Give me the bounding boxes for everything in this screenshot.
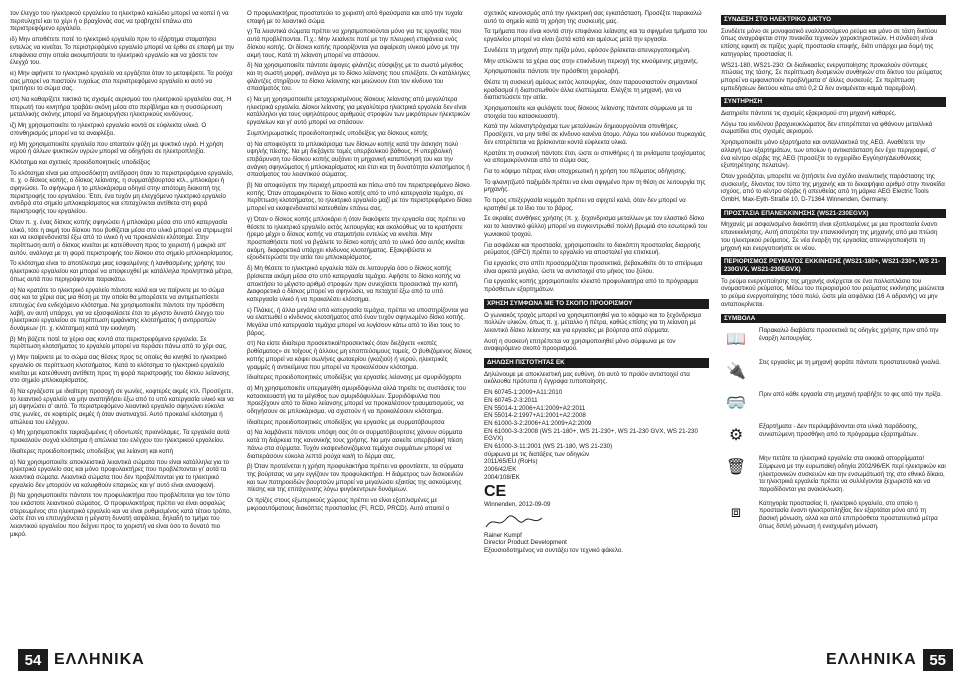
paragraph: ε) Πλάκες, ή άλλα μεγάλα υπό κατεργασία τεμάχια, πρέπει να υποστηρίζονται για να ελαττωθεί ο κίνδυνος κλοτσήματος από έναν τυχόν σφηνωμένο δίσκο κοπής. Μεγάλα υπό κατεργασία τεμάχια μπορεί να λυγίσουν κάτω από το ίδιο τους το βάρος.: [247, 306, 469, 337]
paragraph: Θέστε τη συσκευή αμέσως εκτός λειτουργίας, όταν παρουσιαστούν σημαντικοί κραδασμοί ή διαπιστωθούν άλλα ελαττώματα. Ελέγξτε τη μηχανή, για να διαπιστώσετε την αιτία.: [484, 78, 698, 102]
paragraph: Για εργασίες κοπής χρησιμοποιείτε κλειστό προφυλακτήρα από το πρόγραμμα πρόσθετων εξαρτημάτων.: [484, 278, 698, 294]
paragraph: Το προς επεξεργασία κομμάτι πρέπει να σφιχτεί καλά, όταν δεν μπορεί να κρατηθεί με το ίδιο του το βάρος.: [484, 197, 686, 212]
paragraph: Κλότσημα και σχετικές προειδοποιητικές υποδείξεις: [10, 158, 151, 166]
standard-item: σύμφωνα με τις διατάξεις των οδηγιών: [484, 450, 590, 458]
paragraph: Λόγω του κινδύνου βραχυκυκλώματος δεν επιτρέπεται να φθάνουν μεταλλικά σωματίδια στις σχισμές αερισμού.: [721, 120, 933, 136]
section-title: ΠΕΡΙΟΡΙΣΜΟΣ ΡΕΥΜΑΤΟΣ ΕΚΚΙΝΗΣΗΣ (WS21-180+, WS21-230+, WS 21-230GVX, WS21-230EGVX): [721, 257, 946, 274]
paragraph: Για εργασίες στο σπίτι προσαρμόζεται προσεκτικά, βεβαιωθείτε ότι το σπείρωμα είναι αρκετά μεγάλο, ώστε να αντιστοιχεί στο μήκος του ξύλου.: [484, 259, 703, 275]
signer-title: Director Product Development: [484, 539, 567, 547]
manual-icon: 📖: [726, 331, 746, 349]
paragraph: ιδ) Μην αποθέτετε ποτέ το ηλεκτρικό εργαλείο πριν το εξάρτημα σταματήσει εντελώς να κινείται. Το περιστρεφόμενο εργαλείο μπορεί να έρθει σε επαφή με την επιφάνεια στην οποία ακουμπήσατε το ηλεκτρικό εργαλείο και να χάσετε τον έλεγχό του.: [10, 36, 234, 67]
paragraph: ε) Μη χρησιμοποιείτε ταιριαζωμένες ή οδοντωτές πριονόλαμες. Τα εργαλεία αυτά προκαλούν συχνά κλότσημα ή απώλεια του ελέγχου του ηλεκτρικού εργαλείου.: [10, 429, 230, 445]
paragraph: α) Να κρατάτε το ηλεκτρικό εργαλείο πάντοτε καλά και να παίρνετε με το σώμα σας και τα χέρια σας μια θέση με την οποία θα μπορέσετε να αντιμετωπίσετε επιτυχώς ένα ενδεχόμενο κλότσημα. Να χρησιμοποιείτε πάντοτε την πρόσθετη λαβή, αν αυτή υπάρχει, για να εξασφαλίσετε έτσι το μέγιστο δυνατό έλεγχο του ηλεκτρικού εργαλείου σε περίπτωση εμφάνισης κλοτσήματος ή αντιρροπών δυνάμεων (π. χ. κλότσημα) κατά την εκκίνηση.: [10, 286, 225, 333]
symbol-text: Μην πετάτε τα ηλεκτρικά εργαλεία στα οικιακά απορρίμματα! Σύμφωνα με την ευρωπαϊκή οδηγία 2002/96/ΕΚ περί ηλεκτρικών και ηλεκτρονικών συσκευών και την ενσωμάτωσή της στο εθνικό δίκαιο, τα ηλεκτρικά εργαλεία πρέπει να συλλέγονται ξεχωριστά και να παραδίδονται για ανακύκλωση.: [759, 455, 946, 494]
paragraph: τον έλεγχο του ηλεκτρικού εργαλείου το ηλεκτρικό καλώδιο μπορεί να κοπεί ή να περιτυλιχτεί και το χέρι ή ο βραχίονάς σας να τραβηχτεί επάνω στο περιστρεφόμενο εργαλείο.: [10, 10, 229, 33]
page-number-left: 54: [18, 649, 48, 671]
paragraph: δ) Να εργάζεστε με ιδιαίτερη προσοχή σε γωνίες, κοφτερές ακμές κτλ. Προσέχετε, το λειαντικό εργαλείο να μην αναπηδήσει έξω από το υπό κατεργασία υλικό και να μη σφηνώσει σ' αυτό. Το περιστρεφόμενο λειαντικό εργαλείο σφηνώνει εύκολα στις γωνίες, σε κοφτερές ακμές ή όταν ανατιναχτεί. Αυτό προκαλεί κλότσημα ή απώλεια του ελέγχου.: [10, 387, 234, 426]
column-3: [484, 10, 709, 642]
plug-icon: 🔌: [726, 363, 746, 381]
paragraph: β) Να αποφεύγετε την περιοχή μπροστά και πίσω από τον περιστρεφόμενο δίσκο κοπής. Όταν απομακρύνετε το δίσκο κοπής από το υπό κατεργασία τεμάχιο, σε περίπτωση κλοτσήματος, το ηλεκτρικό εργαλείο μαζί με τον περιστρεφόμενο δίσκο μπορεί να εκσφενδονιστεί κατευθείαν επάνω σας.: [247, 182, 472, 213]
paragraph: στ) Να είστε ιδιαίτερα προσεκτικοί/προσεκτικές όταν διεξάγετε «κοπές βυθίσματος» σε τοίχους ή άλλους μη εποπτεύσιμους τομείς. Ο βυθιζόμενος δίσκος κοπής μπορεί να κόψει σωλήνες φωταερίου (γκαζιού) ή νερού, ηλεκτρικές γραμμές ή αντικείμενα που μπορεί να προκαλέσουν κλότσημα.: [247, 340, 472, 371]
paragraph: Ο γωνιακός τροχός μπορεί να χρησιμοποιηθεί για το κόψιμο και το ξεχόνδρισμα πολλών υλικών, όπως π. χ. μέταλλο ή πέτρα, καθώς επίσης για τη λείανση με λειαντικό δίσκο λείανσης και για εργασίες με βούρτσα από σύρματα.: [484, 311, 702, 334]
bin-icon: 🗑: [725, 459, 747, 477]
standard-item: 2004/108/EK: [484, 473, 520, 481]
symbol-row: [721, 359, 946, 385]
signer-note: Εξουσιοδοτημένος να συντάξει τον τεχνικό φάκελο.: [484, 547, 623, 555]
paragraph: σχετικός κανονισμός από την ηλεκτρική σας εγκατάσταση. Προσέξτε παρακαλώ αυτό το σημείο κατά τη χρήση της συσκευής μας.: [484, 10, 702, 25]
paragraph: α) Να λαμβάνετε πάντοτε υπόψη σας ότι οι συρματόβουρτσες χάνουν σύρματα κατά τη διάρκεια της κανονικής τους χρήσης. Να μην ασκείτε υπερβολική πίεση πάνω στα σύρματα. Τυχόν εκσφενδονιζόμενα τεμάχια συρμάτων μπορεί να διαπεράσουν εύκολα λεπτά ρούχα και/ή το δέρμα σας.: [247, 429, 463, 460]
paragraph: ιζ) Μη χρησιμοποιείτε το ηλεκτρικό εργαλείο κοντά σε εύφλεκτα υλικά. Ο σπινθηρισμός μπορεί να τα αναφλέξει.: [10, 122, 207, 137]
paragraph: Συμπληρωματικές προειδοποιητικές υποδείξεις για δίσκους κοπής: [247, 129, 428, 137]
paragraph: Σε ακραίες συνθήκες χρήσης (π. χ. ξεχονδρισμα μεταλλων με τον ελαστικό δίσκο και το λειαντικό φύλλο) μπορεί να συγκεντρωθεί πολλή βρωμιά στο εσωτερικό του γωνιακού τροχού.: [484, 215, 708, 238]
signature: [484, 515, 544, 529]
symbols-title: ΣΥΜΒΟΛΑ: [721, 314, 946, 324]
paragraph: ιε) Μην αφήνετε το ηλεκτρικό εργαλείο να εργάζεται όταν το μεταφέρετε. Τα ρούχα σας μπορεί να πιαστούν τυχαίως στο περιστρεφόμενο εργαλείο κι αυτό να τρυπήσει το σώμα σας.: [10, 69, 233, 93]
symbol-text: Εξαρτήματα - Δεν περιλαμβάνονται στα υλικά παράδοσης, συνιστώμενη προσθήκη από το πρόγραμμα εξαρτημάτων.: [759, 423, 919, 438]
paragraph: Αυτή η συσκευή επιτρέπεται να χρησιμοποιηθεί μόνο σύμφωνα με τον αναφερόμενο σκοπό προορισμού.: [484, 337, 676, 353]
symbol-text: Στις εργασίες με τη μηχανή φοράτε πάντοτε προστατευτικά γυαλιά.: [759, 359, 941, 367]
paragraph: Ιδιαίτερες προειδοποιητικές υποδείξεις για εργασίες λείανσης με σμυριδόχαρτο: [247, 374, 462, 382]
paragraph: δ) Μη θέσετε το ηλεκτρικό εργαλείο πάλι σε λειτουργία όσο ο δίσκος κοπής βρίσκεται ακόμη μέσα στο υπό κατεργασία τεμάχιο. Αφήστε το δίσκο κοπής να αποκτήσει το μέγιστο αριθμό στροφών πριν συνεχίσετε προσεκτικά την κοπή. Διαφορετικά ο δίσκος μπορεί να σφηνώσει, να πεταχτεί έξω από το υπό κατεργασία υλικό ή να προκαλέσει κλότσημα.: [247, 265, 461, 303]
paragraph: Τα τμήματα που είναι κοντά στην επιφάνεια λείανσης και τα σφιγμένα τμήματα του εργαλείου μπορεί να είναι ζεστά κατά και αμέσως μετά την εργασία.: [484, 28, 708, 44]
symbol-row: [721, 423, 946, 449]
column-4: [721, 10, 946, 642]
paragraph: Ο προφυλακτήρας προστατεύει το χειριστή από θραύσματα και από την τυχαία επαφή με το λειαντικό σώμα.: [247, 10, 463, 25]
paragraph: Μην απλώνετε τα χέρια σας στην επικίνδυνη περιοχή της κινούμενης μηχανής.: [484, 57, 699, 65]
paragraph: Το ρεύμα ενεργοποίησης της μηχανής ανέρχεται σε ένα πολλαπλάσιο του ονομαστικού ρεύματος. Μέσω του περιορισμού του ρεύματος εκκίνησης μειώνεται το ρεύμα ενεργοποίησης τόσο πολύ, ώστε μία ασφάλεια (16 A αδρανής) να μην ανταποκρίνεται.: [721, 277, 945, 308]
paragraph: Κατά την λείανση/τρόχισμα των μεταλλικών δημιουργούνται σπινθήρες. Προσέχετε, να μην τεθεί σε κίνδυνο κανένα άτομο. Λόγω του κινδύνου πυρκαγιάς δεν επιτρέπεται να βρίσκονται κοντά εύφλεκτα υλικά.: [484, 123, 706, 146]
paragraph: ιστ) Να καθαρίζετε τακτικά τις σχισμές αερισμού του ηλεκτρικού εργαλείου σας. Η πτερωτή του κινητήρα τραβάει σκόνη μέσα στο περίβλημα και η συσσώρευση μεταλλικής σκόνης μπορεί να δημιουργήσει ηλεκτρικούς κινδύνους.: [10, 96, 232, 119]
goggles-icon: 🥽: [726, 395, 746, 413]
paragraph: WS21-180, WS21-230: Οι διαδικασίες ενεργοποίησης προκαλούν σύντομες πτώσεις της τάσης. Σε περίπτωση δυσμενών συνθηκών στο δίκτυο του ρεύματος μπορεί να εμφανιστούν προβλήματα σ' άλλες συσκευές. Σε περίπτωση εμπεδήσεων δικτύου κάτω από 0,2 Ω δεν αναμένεται καμιά παρεμβολή.: [721, 61, 943, 92]
paragraph: γ) Μην παίρνετε με το σώμα σας θέσεις προς τις οποίες θα κινηθεί το ηλεκτρικό εργαλείο σε περίπτωση κλοτσήματος. Κατά το κλότσημα το ηλεκτρικό εργαλείο κινείται με κατεύθυνση αντίθετη προς τη φορά περιστροφής του δίσκου λείανσης στο σημείο μπλοκαρίσματος.: [10, 354, 230, 385]
paragraph: Οι πρίζες στους εξωτερικούς χώρους πρέπει να είναι εξοπλισμένες με μικροαυτόματους διακόπτες προστασίας (FI, RCD, PRCD). Αυτό απαιτεί ο: [247, 497, 450, 512]
standard-item: EN 61000-3-3:2008 (WS 21-180+, WS 21-230+, WS 21-230 GVX, WS 21-230 EGVX): [484, 427, 698, 443]
paragraph: Ιδιαίτερες προειδοποιητικές υποδείξεις για εργασίες με συρματόβουρτσα: [247, 418, 445, 426]
standard-item: 2006/42/EK: [484, 466, 517, 474]
paragraph: Διατηρείτε πάντοτε τις σχισμές εξαερισμού στη μηχανή καθαρές.: [721, 110, 897, 118]
page-number-right: 55: [923, 649, 953, 671]
standard-item: EN 55014-1:2006+A1:2009+A2:2011: [484, 404, 586, 412]
standard-item: EN 60745-1:2009+A11:2010: [484, 389, 563, 397]
paragraph: α) Μη χρησιμοποιείτε υπερμεγέθη σμυριδόφυλλα αλλά τηρείτε τις συστάσεις του κατασκευαστή για το μέγεθος των σμυριδόφυλλων. Σμυριδόφυλλα που προεξέχουν από το δίσκο λείανσης μπορεί να προκαλέσουν τραυματισμούς, να οδηγήσουν σε μπλοκάρισμα, να σχιστούν ή να προκαλέσουν κλότσημα.: [247, 384, 466, 416]
class2-icon: ⧈: [730, 503, 742, 521]
symbol-row: [721, 391, 946, 417]
standard-item: 2011/65/EU (RoHs): [484, 458, 538, 466]
conformity-text: Δηλώνουμε με αποκλειστική μας ευθύνη, ότι αυτό το προϊόν αντιστοιχεί στα ακόλουθα πρότυπα ή έγγραφα τυποποίησης.: [484, 370, 690, 386]
paragraph: Όταν χρειάζεται, μπορείτε να ζητήσετε ένα σχέδιο αναλυτικής παράστασης της συσκευής, δίνοντας τον τύπο της μηχανής και το δεκαψήφιο αριθμό στην πινακίδα ισχύος, από το κέντρο σέρβις ή απευθείας από τη μάρκα AEG Electric Tools GmbH, Max-Eyth-Straße 10, D-71364 Winnenden, Germany.: [721, 172, 945, 204]
paragraph: ιη) Μη χρησιμοποιείτε εργαλεία που απαιτούν ψύξη με ψυκτικό υγρό. Η χρήση νερού ή άλλων ψυκτικών υγρών μπορεί να οδηγήσει σε ηλεκτροπληξία.: [10, 140, 224, 156]
paragraph: Όταν π. χ. ένας δίσκος κοπής σφηνώσει ή μπλοκάρει μέσα στο υπό κατεργασία υλικό, τότε η ακμή του δίσκου που βυθίζεται μέσα στο υλικό μπορεί να στριμωχτεί και να εκσφενδονιστεί έξω από το υλικό ή να προκαλέσει κλότσημα. Στην περίπτωση αυτή ο δίσκος κινείται με κατεύθυνση προς το χειριστή ή μακριά απ' αυτόν, ανάλογα με τη φορά περιστροφής του δίσκου στο σημείο μπλοκαρίσματος.: [10, 218, 234, 257]
symbol-row: [721, 327, 946, 353]
place-date: Winnenden, 2012-09-09: [484, 501, 551, 509]
paragraph: β) Μη βάζετε ποτέ τα χέρια σας κοντά στα περιστρεφόμενα εργαλεία. Σε περίπτωση κλοτσήματος το εργαλείο μπορεί να περάσει πάνω από το χέρι σας.: [10, 335, 228, 351]
symbol-row: [721, 500, 946, 531]
section-title: ΠΡΟΣΤΑΣΙΑ ΕΠΑΝΕΚΚΙΝΗΣΗΣ (WS21-230EGVX): [721, 209, 946, 219]
standard-item: EN 61000-3-2:2006+A1:2009+A2:2009: [484, 419, 592, 427]
paragraph: γ) Όταν ο δίσκος κοπής μπλοκάρει ή όταν διακόψετε την εργασία σας πρέπει να θέσετε το ηλεκτρικό εργαλείο εκτός λειτουργίας και ακολούθως να το κρατήσετε ήρεμο μέχρι ο δίσκος κοπής να σταματήσει εντελώς να κινείται. Μην προσπαθήσετε ποτέ να βγάλετε το δίσκο κοπής από το υλικό όσο αυτός κινείται ακόμη, διαφορετικά υπάρχει κίνδυνος κλοτσήματος. Εξακριβώστε κι εξουδετερώστε την αιτία του μπλοκαρίσματος.: [247, 215, 466, 262]
paragraph: Μηχανές με ασφαλισμένο διακόπτη είναι εξοπλισμένες με μια προστασία έναντι επανεκκίνησης. Αυτή αποτρέπει την επανεκκίνηση της μηχανής από μια πτώση του ηλεκτρικού ρεύματος. Σε νέα έναρξη της εργασίας απενεργοποιήστε τη μηχανή και ενεργοποιήστε εκ νέου.: [721, 221, 938, 252]
paragraph: Το κλότσημα είναι το αποτέλεσμα μιας εσφαλμένης ή λανθασμένης χρήσης του ηλεκτρικού εργαλείου και μπορεί να αποφευχθεί με κατάλληλα προληπτικά μέτρα, όπως αυτά που περιγράφονται παρακάτω.: [10, 260, 233, 283]
column-1: [10, 10, 235, 642]
paragraph: Για ασφάλεια και προστασία, χρησιμοποιείτε το διακόπτη προστασίας διαρροής ρεύματος (GFCI) πρέπει το εργαλείο να αποσταλεί για επισκευή.: [484, 241, 701, 257]
paragraph: β) Να χρησιμοποιείτε πάντοτε τον προφυλακτήρα που προβλέπεται για τον τύπο του εκάστοτε λειαντικού σώματος. Ο προφυλακτήρας πρέπει να είναι ασφαλώς στερεωμένος στο ηλεκτρικό εργαλείο και να είναι ρυθμισμένος κατά τέτοιο τρόπο, ώστε έτσι να επιτυγχάνεται η μέγιστη δυνατή ασφάλεια, δηλαδή το τμήμα του λειαντικού εργαλείου που δείχνει προς το χειριστή να είναι όσο το δυνατό πιο μικρό.: [10, 492, 232, 538]
paragraph: Χρησιμοποιείτε μόνο εξαρτήματα και ανταλλακτικά της AEG. Αναθέτετε την αλλαγή των εξαρτημάτων, των οποίων η αντικατάσταση δεν έχει περιγραφεί, σ' ένα κέντρο σέρβις της AEG (προσέξτε το εγχειρίδιο Εγγύηση/Διευθύνσεις εξυπηρέτησης πελατών).: [721, 139, 937, 170]
section-title: ΣΥΝΔΕΣΗ ΣΤΟ ΗΛΕΚΤΡΙΚΟ ΔΙΚΤΥΟ: [721, 15, 946, 25]
paragraph: δ) Να χρησιμοποιείτε πάντοτε άψογες φλάντζες σύσφιξης με το σωστό μέγεθος και τη σωστή μορφή, ανάλογα με το δίσκο λείανσης που επιλέξατε. Οι κατάλληλες φλάντζες στηρίζουν το δίσκο λείανσης και μειώνουν έτσι τον κίνδυνο του σπασίματός του.: [247, 62, 470, 93]
paragraph: γ) Τα λειαντικά σώματα πρέπει να χρησιμοποιούνται μόνο για τις εργασίες που αυτά προβλέπονται. Π.χ.: Μην λειαίνετε ποτέ με την πλευρική επιφάνεια ενός δίσκου κοπής. Οι δίσκοι κοπής προορίζονται για αφαίρεση υλικού μόνο με την ακμή τους. Κατά τη λείανση μπορεί να σπάσουν.: [247, 28, 462, 59]
paragraph: α) Να αποφεύγετε το μπλοκάρισμα των δίσκων κοπής κατά την άσκηση πολύ υψηλής πίεσης. Να μη διεξάγετε τομές υπερβολικού βάθους. Η υπερβολική επιβάρυνση του δίσκου κοπής αυξάνει τη μηχανική καταπόνησή του και την ανάγκη σφηνώματος ή μπλοκαρίσματος και έτσι και τη δυνατότητα κλοτσήματος ή σπασίματος του λειαντικού σώματος.: [247, 140, 470, 179]
symbol-text: Κατηγορία προστασίας ΙΙ, ηλεκτρικό εργαλείο, στο οποίο η προστασία έναντι ηλεκτροπληξίας δεν εξαρτάται μόνο από τη βασική μόνωση, αλλά και από επιπρόσθετα προστατευτικά μέτρα όπως διπλή μόνωση ή ενισχυμένη μόνωση.: [759, 499, 938, 530]
footer-right: [820, 649, 953, 671]
paragraph: Το κλότσημα είναι μια απροσδόκητη αντίδραση όταν το περιστρεφόμενο εργαλείο, π. χ. ο δίσκος κοπής, ο δίσκος λείανσης, η συρματόβουρτσα κτλ., μπλοκάρει ή σφηνώσει. Το σφήνωμα ή το μπλοκάρισμα οδηγεί στην απότομη διακοπή της περιστροφής του εργαλείου. Έτσι, ένα τυχόν μη ελεγχόμενο ηλεκτρικό εργαλείο αντιδρά στο σημείο μπλοκαρίσματος και επιταχύνεται αντίθετα στη φορά περιστροφής του εργαλείου.: [10, 169, 234, 216]
paragraph: Ιδιαίτερες προειδοποιητικές υποδείξεις για λείανση και κοπή: [10, 447, 174, 455]
accessory-icon: ⚙: [728, 427, 744, 445]
paragraph: ε) Να μη χρησιμοποιείτε μεταχειρισμένους δίσκους λείανσης από μεγαλύτερα ηλεκτρικά εργαλεία. Δίσκοι λείανσης για μεγαλύτερα ηλεκτρικά εργαλεία δεν είναι κατάλληλοι για τους υψηλότερους αριθμούς στροφών των μικρότερων ηλεκτρικών εργαλείων και γι' αυτό μπορεί να σπάσουν.: [247, 96, 471, 127]
standard-item: EN 55014-2:1997+A1:2001+A2:2008: [484, 412, 586, 420]
paragraph: Για το κόψιμο πέτρας είναι υποχρεωτική η χρήση του πέλματος οδήγησης.: [484, 167, 687, 175]
standard-item: EN 60745-2-3:2011: [484, 396, 538, 404]
language-left: ΕΛΛΗΝΙΚΑ: [54, 651, 145, 668]
standard-item: EN 61000-3-11:2001 (WS 21-180, WS 21-230): [484, 443, 613, 451]
symbol-row: [721, 455, 946, 494]
section-title: ΣΥΝΤΗΡΗΣΗ: [721, 97, 946, 107]
use-title: ΧΡΗΣΗ ΣΥΜΦΩΝΑ ΜΕ ΤΟ ΣΚΟΠΟ ΠΡΟΟΡΙΣΜΟΥ: [484, 299, 709, 309]
footer-left: [18, 649, 151, 671]
ce-mark: CE: [484, 482, 507, 500]
paragraph: Συνδέετε μόνο σε μονοφασικό εναλλασσόμενο ρεύμα και μόνο σε τάση δικτύου όπως αναγράφεται στην πινακίδα τεχνικών χαρακτηριστικών. Η σύνδεση είναι επίσης εφικτή σε πρίζες χωρίς προστασία επαφής, διότι υπάρχει μια δομή της κατηγορίας προστασίας ΙΙ.: [721, 27, 938, 58]
paragraph: Χρησιμοποιείτε πάντοτε την πρόσθετη χειρολαβή.: [484, 68, 620, 76]
column-2: [247, 10, 472, 642]
paragraph: Το φλανητζωτό παξιμάδι πρέπει να είναι σφιγμένο πριν τη θέση σε λειτουργία της μηχανής.: [484, 178, 706, 194]
symbol-text: Παρακαλώ διαβάστε προσεκτικά τις οδηγίες χρήσης πριν από την έναρξη λειτουργίας.: [759, 327, 939, 342]
symbol-text: Πριν από κάθε εργασία στη μηχανή τραβήξτε το φις από την πρίζα.: [759, 391, 942, 399]
paragraph: α) Να χρησιμοποιείτε αποκλειστικά λειαντικά σώματα που είναι κατάλληλα για το ηλεκτρικό εργαλείο σας και μόνο προφυλακτήρες που προβλέπονται γι' αυτά τα λειαντικά σώματα. Λειαντικά σώματα που δεν προβλέπονται για το ηλεκτρικό εργαλείο δεν μπορούν να καλυφθούν επαρκώς και γι' αυτό είναι ανασφαλή.: [10, 458, 230, 489]
language-right: ΕΛΛΗΝΙΚΑ: [826, 651, 917, 668]
paragraph: Χρησιμοποιείτε και φυλάγετε τους δίσκους λείανσης πάντοτε σύμφωνα με τα στοιχεία του κατασκευαστή.: [484, 105, 693, 120]
conformity-title: ΔΗΛΩΣΗ ΠΙΣΤΟΤΗΤΑΣ ΕΚ: [484, 358, 709, 368]
paragraph: β) Όταν προτείνεται η χρήση προφυλακτήρα πρέπει να φροντίσετε, τα σύρματα της βούρτσας να μην εγγίζουν τον προφυλακτήρα. Η διάμετρος των δισκοειδών και των ποτηροειδών βουρτσών μπορεί να μεγαλώσει εξαιτίας της ασκούμενης πίεσης και της επιτάχυνσης λόγω φυγόκεντρων δυνάμεων.: [247, 463, 464, 494]
paragraph: Κρατάτε τη συσκευή πάντοτε έτσι, ώστε οι σπινθήρες ή τα ρινίσματα τροχίσματος να απομακρύνονται από το σώμα σας.: [484, 149, 706, 165]
signer-name: Rainer Kumpf: [484, 531, 522, 539]
paragraph: Συνδέετε τη μηχανή στην πρίζα μόνο, εφόσον βρίσκεται απενεργοποιημένη.: [484, 46, 691, 54]
